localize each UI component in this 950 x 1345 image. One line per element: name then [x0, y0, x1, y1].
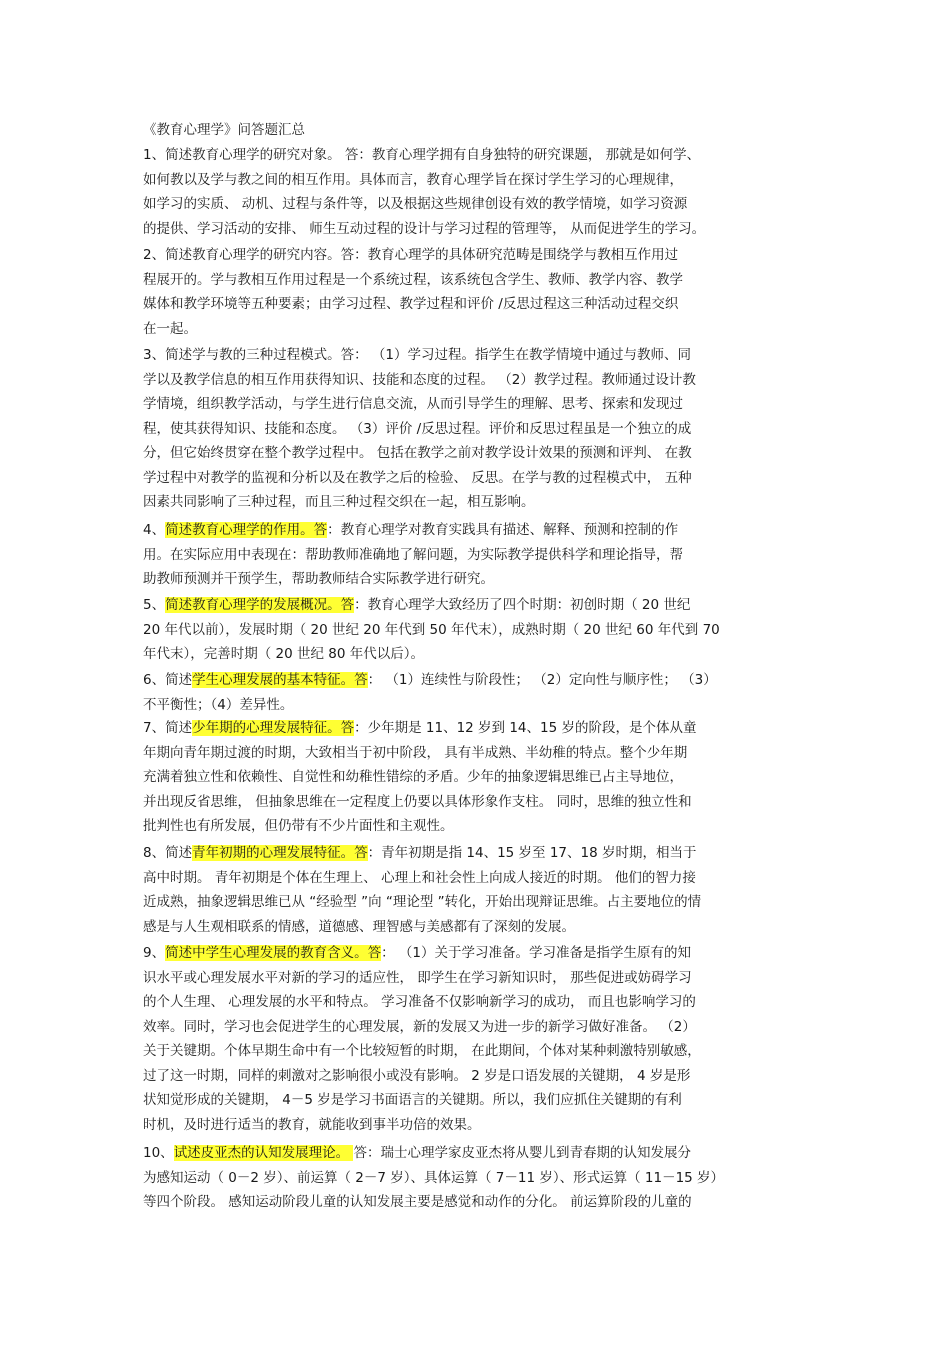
line-text: 充满着独立性和依赖性、自觉性和幼稚性错综的矛盾。少年的抽象逻辑思维已占主导地位，: [143, 769, 683, 785]
text-line: [143, 217, 813, 242]
text-line: [143, 1113, 813, 1138]
line-text: 并出现反省思维， 但抽象思维在一定程度上仍要以具体形象作支柱。 同时，思维的独立性和: [143, 793, 692, 810]
text-line: [143, 1039, 813, 1064]
text-line: [143, 168, 813, 193]
question-paragraph: [143, 593, 813, 667]
text-line: [143, 441, 813, 466]
line-text: 8、简述: [143, 845, 193, 861]
text-line: [143, 693, 813, 718]
question-paragraph: [143, 143, 813, 241]
text-line: [143, 618, 813, 643]
line-text: 6、简述: [143, 672, 193, 688]
line-text: 10、: [143, 1145, 174, 1161]
line-text: 过了这一时期，同样的刺激对之影响很小或没有影响。 2 岁是口语发展的关键期， 4 岁是形: [143, 1067, 691, 1084]
text-line: [143, 466, 813, 491]
highlighted-question: 简述教育心理学的发展概况。答: [165, 597, 355, 613]
line-text: ：教育心理学大致经历了四个时期：初创时期（ 20 世纪: [354, 597, 691, 613]
question-paragraph: [143, 716, 813, 839]
text-line: [143, 915, 813, 940]
line-text: 助教师预测并干预学生，帮助教师结合实际教学进行研究。: [143, 571, 494, 587]
line-text: 等四个阶段。 感知运动阶段儿童的认知发展主要是感觉和动作的分化。 前运算阶段的儿童的: [143, 1194, 692, 1210]
line-text: 的提供、学习活动的安排、 师生互动过程的设计与学习过程的管理等， 从而促进学生的学习。: [143, 220, 706, 237]
text-line: [143, 866, 813, 891]
line-text: 2、简述教育心理学的研究内容。答：教育心理学的具体研究范畴是围绕学与教相互作用过: [143, 247, 679, 263]
text-line: [143, 243, 813, 268]
question-paragraph: [143, 518, 813, 592]
line-text: 如学习的实质、 动机、过程与条件等，以及根据这些规律创设有效的教学情境，如学习资源: [143, 196, 688, 212]
text-line: [143, 417, 813, 442]
text-line: [143, 593, 813, 618]
line-text: 分，但它始终贯穿在整个教学过程中。 包括在教学之前对教学设计效果的预测和评判、 在教: [143, 445, 692, 461]
text-line: [143, 990, 813, 1015]
text-line: [143, 1088, 813, 1113]
highlighted-question: 学生心理发展的基本特征。答: [192, 672, 368, 688]
line-text: 3、简述学与教的三种过程模式。答： （1）学习过程。指学生在教学情境中通过与教师、同: [143, 347, 691, 363]
line-text: 高中时期。 青年初期是个体在生理上、 心理上和社会性上向成人接近的时期。 他们的智力接: [143, 869, 696, 886]
line-text: 因素共同影响了三种过程，而且三种过程交织在一起，相互影响。: [143, 494, 535, 510]
question-paragraph: [143, 343, 813, 515]
text-line: [143, 490, 813, 515]
line-text: ：教育心理学对教育实践具有描述、解释、预测和控制的作: [327, 522, 679, 538]
line-text: 为感知运动（ 0－2 岁）、前运算（ 2－7 岁）、具体运算（ 7－11 岁）、形式运算（ 11－15 岁）: [143, 1169, 725, 1186]
text-line: [143, 392, 813, 417]
text-line: [143, 1141, 813, 1166]
line-text: ： （1）关于学习准备。学习准备是指学生原有的知: [381, 945, 691, 961]
highlighted-question: 少年期的心理发展特征。答: [192, 720, 355, 736]
question-paragraph: [143, 941, 813, 1137]
question-paragraph: [143, 841, 813, 939]
line-text: 程，使其获得知识、技能和态度。 （3）评价 /反思过程。评价和反思过程虽是一个独立的成: [143, 420, 692, 437]
question-paragraph: [143, 1141, 813, 1215]
text-line: [143, 543, 813, 568]
line-text: 如何教以及学与教之间的相互作用。具体而言，教育心理学旨在探讨学生学习的心理规律，: [143, 171, 683, 188]
text-line: [143, 716, 813, 741]
text-line: [143, 1166, 813, 1191]
line-text: 关于关键期。个体早期生命中有一个比较短暂的时期， 在此期间，个体对某种刺激特别敏感，: [143, 1043, 701, 1059]
text-line: [143, 567, 813, 592]
line-text: 在一起。: [143, 320, 197, 337]
text-line: [143, 192, 813, 217]
line-text: 的个人生理、 心理发展的水平和特点。 学习准备不仅影响新学习的成功， 而且也影响学习的: [143, 994, 696, 1010]
line-text: 识水平或心理发展水平对新的学习的适应性， 即学生在学习新知识时， 那些促进或妨碍学习: [143, 969, 692, 986]
line-text: 学以及教学信息的相互作用获得知识、技能和态度的过程。 （2）教学过程。教师通过设计教: [143, 371, 696, 388]
question-paragraph: [143, 668, 813, 717]
text-line: [143, 1015, 813, 1040]
line-text: 学情境，组织教学活动，与学生进行信息交流，从而引导学生的理解、思考、探索和发现过: [143, 396, 683, 412]
line-text: 批判性也有所发展，但仍带有不少片面性和主观性。: [143, 818, 454, 834]
text-line: [143, 268, 813, 293]
text-line: [143, 1064, 813, 1089]
highlighted-question: 青年初期的心理发展特征。答: [192, 845, 368, 861]
line-text: 9、: [143, 945, 166, 961]
question-paragraph: [143, 243, 813, 341]
line-text: 感是与人生观相联系的情感，道德感、理智感与美感都有了深刻的发展。: [143, 918, 575, 935]
line-text: ： （1）连续性与阶段性； （2）定向性与顺序性； （3）: [367, 672, 717, 688]
line-text: 效率。同时，学习也会促进学生的心理发展，新的发展又为进一步的新学习做好准备。 （2）: [143, 1018, 696, 1035]
text-line: [143, 741, 813, 766]
line-text: 7、简述: [143, 720, 193, 736]
line-text: 近成熟，抽象逻辑思维已从 “经验型 ”向 “理论型 ”转化，开始出现辩证思维。占主要地位的情: [143, 894, 702, 910]
line-text: 用。在实际应用中表现在：帮助教师准确地了解问题，为实际教学提供科学和理论指导，帮: [143, 546, 683, 563]
line-text: 不平衡性；（4）差异性。: [143, 696, 294, 713]
text-line: [143, 368, 813, 393]
highlighted-question: 简述中学生心理发展的教育含义。答: [165, 945, 382, 961]
text-line: [143, 941, 813, 966]
text-line: [143, 642, 813, 667]
line-text: ：青年初期是指 14、15 岁至 17、18 岁时期，相当于: [367, 845, 697, 861]
text-line: [143, 292, 813, 317]
text-line: [143, 143, 813, 168]
line-text: 1、简述教育心理学的研究对象。 答：教育心理学拥有自身独特的研究课题， 那就是如何学、: [143, 147, 701, 163]
line-text: 20 年代以前），发展时期（ 20 世纪 20 年代到 50 年代末），成熟时期（ 20 世纪 60 年代到 70: [143, 621, 720, 638]
text-line: [143, 790, 813, 815]
text-line: [143, 966, 813, 991]
text-line: [143, 841, 813, 866]
text-line: [143, 1190, 813, 1215]
text-line: [143, 518, 813, 543]
line-text: 学过程中对教学的监视和分析以及在教学之后的检验、 反思。在学与教的过程模式中， 五种: [143, 469, 692, 486]
text-line: [143, 814, 813, 839]
line-text: 5、: [143, 597, 166, 613]
text-line: [143, 317, 813, 342]
line-text: 答：瑞士心理学家皮亚杰将从婴儿到青春期的认知发展分: [353, 1145, 691, 1161]
highlighted-question: 简述教育心理学的作用。答: [165, 522, 328, 538]
document-title: 《教育心理学》问答题汇总: [143, 122, 305, 138]
line-text: 年期向青年期过渡的时期，大致相当于初中阶段， 具有半成熟、半幼稚的特点。整个少年期: [143, 744, 688, 761]
line-text: 年代末），完善时期（ 20 世纪 80 年代以后）。: [143, 646, 425, 662]
line-text: 4、: [143, 522, 166, 538]
text-line: [143, 890, 813, 915]
text-line: [143, 668, 813, 693]
text-line: [143, 343, 813, 368]
line-text: 状知觉形成的关键期， 4－5 岁是学习书面语言的关键期。所以，我们应抓住关键期的有利: [143, 1092, 682, 1108]
text-line: [143, 765, 813, 790]
line-text: 时机，及时进行适当的教育，就能收到事半功倍的效果。: [143, 1116, 481, 1133]
line-text: 媒体和教学环境等五种要素；由学习过程、教学过程和评价 /反思过程这三种活动过程交织: [143, 296, 679, 312]
highlighted-question: 试述皮亚杰的认知发展理论。: [173, 1145, 354, 1161]
line-text: 程展开的。学与教相互作用过程是一个系统过程，该系统包含学生、教师、教学内容、教学: [143, 271, 683, 288]
line-text: ：少年期是 11、12 岁到 14、15 岁的阶段，是个体从童: [354, 720, 697, 736]
